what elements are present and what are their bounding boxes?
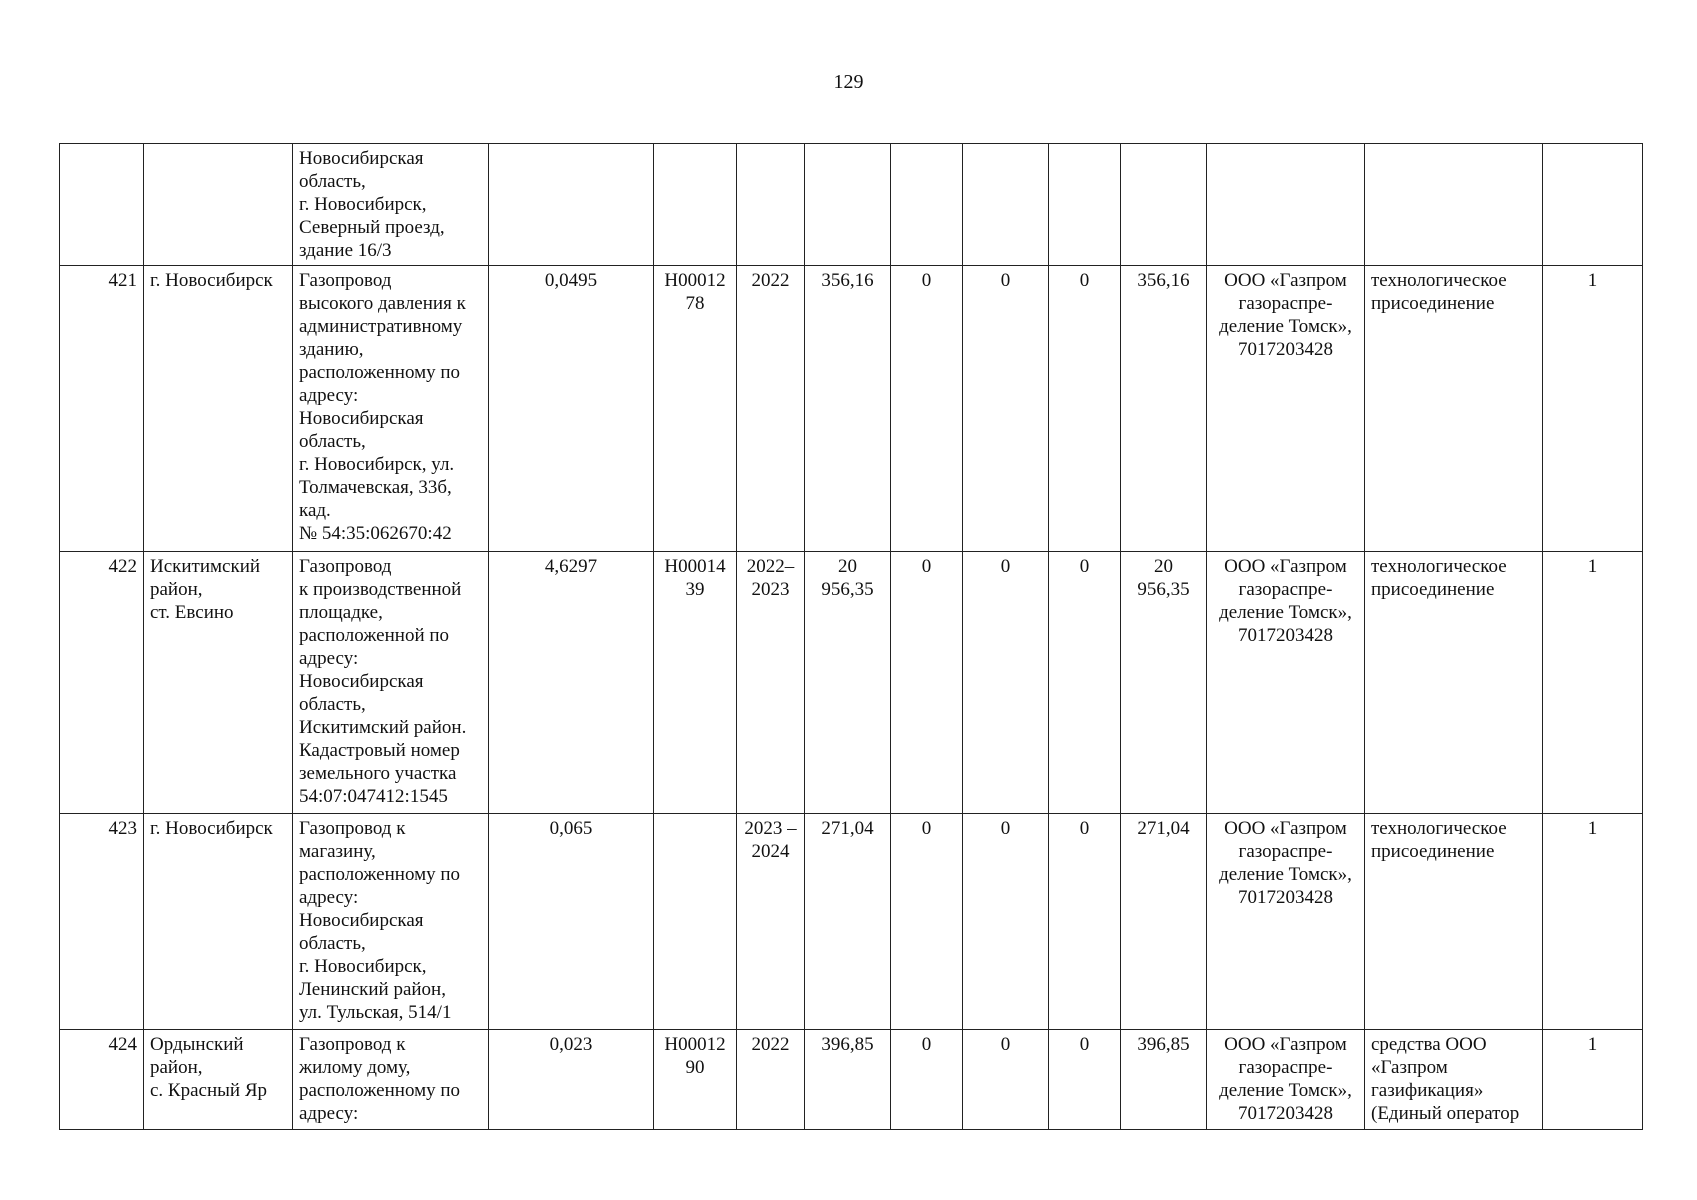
table-row xyxy=(60,266,1643,552)
location-text: Ордынский район, с. Красный Яр xyxy=(150,1034,267,1101)
organization-text: ООО «Газпром газораспре- деление Томск», 7017203428 xyxy=(1219,270,1352,360)
row-number-cell xyxy=(60,814,144,1030)
quantity-text: 1 xyxy=(1587,556,1598,577)
object-description-cell xyxy=(293,552,489,814)
project-code-text: Н00012 78 xyxy=(664,270,726,314)
organization-text: ООО «Газпром газораспре- деление Томск», 7017203428 xyxy=(1219,818,1352,908)
value-cell xyxy=(963,266,1049,552)
row-number-text: 421 xyxy=(108,270,137,291)
period-text: 2023 – 2024 xyxy=(744,818,797,862)
funding-source-cell xyxy=(1365,814,1543,1030)
object-description-text: Газопровод к жилому дому, расположенному по адресу: xyxy=(299,1034,461,1124)
total-cost-cell xyxy=(805,552,891,814)
value-cell xyxy=(891,814,963,1030)
row-number-cell xyxy=(60,144,144,266)
object-description-cell xyxy=(293,814,489,1030)
project-code-text: Н00014 39 xyxy=(664,556,726,600)
object-description-text: Газопровод высокого давления к административному зданию, расположенному по адресу: Новосибирская область, г. Новосибирск, ул. Толмачевская, 33б, кад. № 54:35:062670:42 xyxy=(299,270,466,544)
value-cell xyxy=(1049,1030,1121,1130)
table-row xyxy=(60,144,1643,266)
value-cell xyxy=(1049,266,1121,552)
sum-cell xyxy=(1121,814,1207,1030)
organization-cell xyxy=(1207,266,1365,552)
total-cost-cell xyxy=(805,814,891,1030)
location-cell xyxy=(144,1030,293,1130)
organization-cell xyxy=(1207,1030,1365,1130)
table-row xyxy=(60,1030,1643,1130)
period-text: 2022 xyxy=(751,1034,790,1055)
value-cell xyxy=(1049,814,1121,1030)
sum-text: 396,85 xyxy=(1137,1034,1190,1055)
funding-source-cell xyxy=(1365,552,1543,814)
quantity-cell xyxy=(1543,814,1643,1030)
value-text: 0 xyxy=(921,818,932,839)
funding-source-text: технологическое присоединение xyxy=(1371,270,1507,314)
value-text: 0 xyxy=(1000,1034,1011,1055)
organization-cell xyxy=(1207,552,1365,814)
period-text: 2022– 2023 xyxy=(746,556,795,600)
funding-source-cell xyxy=(1365,144,1543,266)
organization-cell xyxy=(1207,814,1365,1030)
period-text: 2022 xyxy=(751,270,790,291)
total-cost-text: 396,85 xyxy=(821,1034,874,1055)
object-description-text: Газопровод к производственной площадке, расположенной по адресу: Новосибирская область, Искитимский район. Кадастровый номер земельного участка 54:07:047412:1545 xyxy=(299,556,467,807)
total-cost-cell xyxy=(805,266,891,552)
period-cell xyxy=(737,814,805,1030)
value-cell xyxy=(963,552,1049,814)
sum-text: 356,16 xyxy=(1137,270,1190,291)
funding-source-text: технологическое присоединение xyxy=(1371,818,1507,862)
quantity-cell xyxy=(1543,552,1643,814)
object-description-cell xyxy=(293,1030,489,1130)
length-cell xyxy=(489,266,654,552)
period-cell xyxy=(737,144,805,266)
period-cell xyxy=(737,552,805,814)
value-text: 0 xyxy=(1079,818,1090,839)
value-text: 0 xyxy=(921,270,932,291)
project-code-cell xyxy=(654,552,737,814)
quantity-text: 1 xyxy=(1587,818,1598,839)
object-description-cell xyxy=(293,144,489,266)
length-text: 0,0495 xyxy=(544,270,598,291)
quantity-cell xyxy=(1543,144,1643,266)
sum-cell xyxy=(1121,1030,1207,1130)
value-text: 0 xyxy=(1000,270,1011,291)
location-cell xyxy=(144,814,293,1030)
location-text: Искитимский район, ст. Евсино xyxy=(150,556,261,623)
organization-text: ООО «Газпром газораспре- деление Томск», 7017203428 xyxy=(1219,1034,1352,1124)
value-text: 0 xyxy=(1079,556,1090,577)
row-number-cell xyxy=(60,552,144,814)
object-description-text: Газопровод к магазину, расположенному по адресу: Новосибирская область, г. Новосибирск, Ленинский район, ул. Тульская, 514/1 xyxy=(299,818,461,1023)
value-text: 0 xyxy=(1079,270,1090,291)
value-cell xyxy=(1049,144,1121,266)
project-code-text: Н00012 90 xyxy=(664,1034,726,1078)
row-number-cell xyxy=(60,1030,144,1130)
row-number-text: 422 xyxy=(108,556,137,577)
quantity-cell xyxy=(1543,266,1643,552)
location-text: г. Новосибирск xyxy=(150,270,273,291)
quantity-cell xyxy=(1543,1030,1643,1130)
value-cell xyxy=(963,144,1049,266)
object-description-text: Новосибирская область, г. Новосибирск, Северный проезд, здание 16/3 xyxy=(299,148,445,261)
investment-program-table xyxy=(59,143,1643,1130)
value-cell xyxy=(1049,552,1121,814)
table-row xyxy=(60,814,1643,1030)
length-cell xyxy=(489,552,654,814)
length-text: 0,065 xyxy=(549,818,593,839)
value-text: 0 xyxy=(1000,818,1011,839)
table-row xyxy=(60,552,1643,814)
organization-cell xyxy=(1207,144,1365,266)
project-code-cell xyxy=(654,814,737,1030)
object-description-cell xyxy=(293,266,489,552)
value-cell xyxy=(891,1030,963,1130)
value-cell xyxy=(891,266,963,552)
quantity-text: 1 xyxy=(1587,1034,1598,1055)
project-code-cell xyxy=(654,266,737,552)
page-number: 129 xyxy=(833,71,864,93)
total-cost-text: 271,04 xyxy=(821,818,874,839)
value-text: 0 xyxy=(921,556,932,577)
row-number-cell xyxy=(60,266,144,552)
row-number-text: 423 xyxy=(108,818,137,839)
funding-source-cell xyxy=(1365,1030,1543,1130)
sum-cell xyxy=(1121,266,1207,552)
value-cell xyxy=(891,552,963,814)
length-text: 0,023 xyxy=(549,1034,593,1055)
table-body xyxy=(60,144,1643,1130)
sum-text: 20 956,35 xyxy=(1137,556,1190,600)
total-cost-cell xyxy=(805,144,891,266)
total-cost-cell xyxy=(805,1030,891,1130)
value-cell xyxy=(963,1030,1049,1130)
organization-text: ООО «Газпром газораспре- деление Томск», 7017203428 xyxy=(1219,556,1352,646)
location-cell xyxy=(144,552,293,814)
length-cell xyxy=(489,814,654,1030)
period-cell xyxy=(737,266,805,552)
value-text: 0 xyxy=(1079,1034,1090,1055)
row-number-text: 424 xyxy=(108,1034,137,1055)
value-cell xyxy=(891,144,963,266)
total-cost-text: 356,16 xyxy=(821,270,874,291)
value-text: 0 xyxy=(1000,556,1011,577)
location-cell xyxy=(144,266,293,552)
funding-source-text: средства ООО «Газпром газификация» (Единый оператор xyxy=(1371,1034,1520,1124)
sum-cell xyxy=(1121,552,1207,814)
sum-cell xyxy=(1121,144,1207,266)
funding-source-text: технологическое присоединение xyxy=(1371,556,1507,600)
project-code-cell xyxy=(654,144,737,266)
length-text: 4,6297 xyxy=(544,556,598,577)
quantity-text: 1 xyxy=(1587,270,1598,291)
total-cost-text: 20 956,35 xyxy=(821,556,874,600)
sum-text: 271,04 xyxy=(1137,818,1190,839)
location-cell xyxy=(144,144,293,266)
period-cell xyxy=(737,1030,805,1130)
project-code-cell xyxy=(654,1030,737,1130)
length-cell xyxy=(489,1030,654,1130)
length-cell xyxy=(489,144,654,266)
value-cell xyxy=(963,814,1049,1030)
value-text: 0 xyxy=(921,1034,932,1055)
location-text: г. Новосибирск xyxy=(150,818,273,839)
funding-source-cell xyxy=(1365,266,1543,552)
